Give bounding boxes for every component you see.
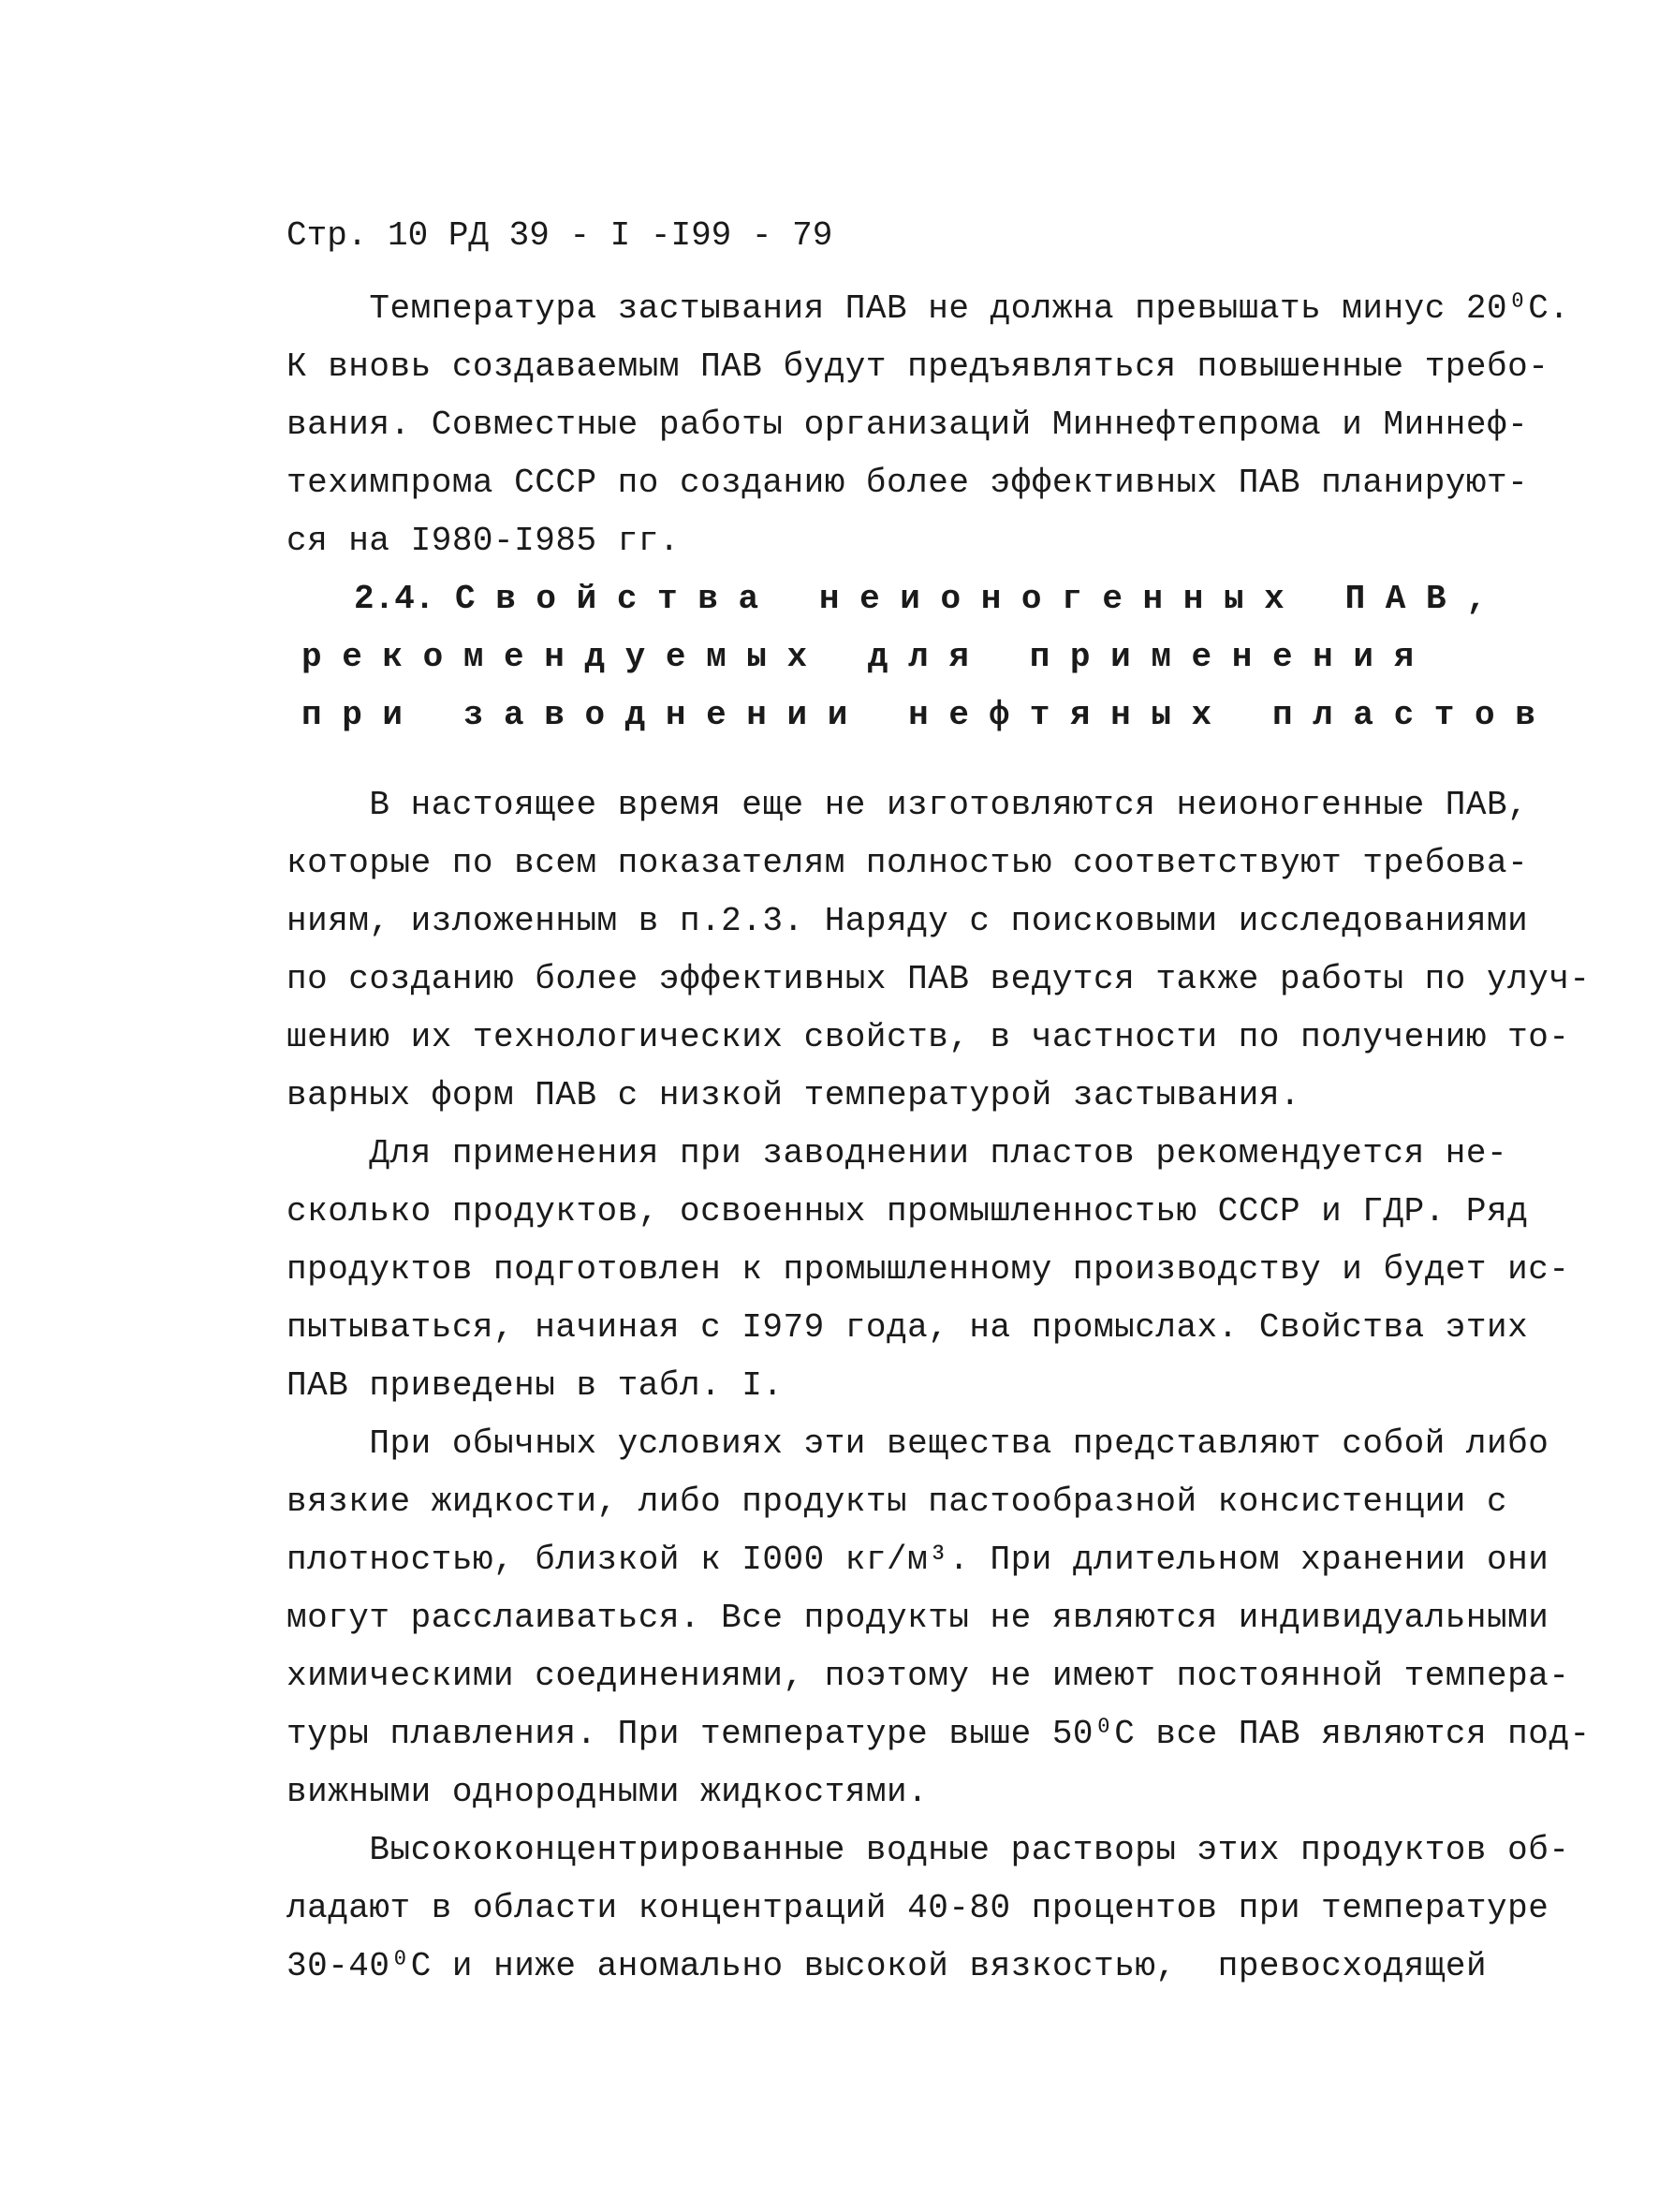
text-line: ниям, изложенным в п.2.3. Наряду с поисковыми исследованиями — [286, 902, 1529, 940]
text-line: могут расслаиваться. Все продукты не являются индивидуальными — [286, 1599, 1549, 1637]
text-line: 30-40⁰С и ниже аномально высокой вязкостью, превосходящей — [286, 1947, 1488, 1985]
text-line: сколько продуктов, освоенных промышленностью СССР и ГДР. Ряд — [286, 1192, 1529, 1231]
page-header: Стр. 10 РД 39 - I -I99 - 79 — [286, 216, 833, 255]
text-line: Высококонцентрированные водные растворы этих продуктов об- — [286, 1831, 1570, 1869]
text-line: по созданию более эффективных ПАВ ведутся также работы по улуч- — [286, 960, 1591, 998]
text-line: Температура застывания ПАВ не должна превышать минус 20⁰С. — [286, 289, 1570, 328]
text-line: При обычных условиях эти вещества представляют собой либо — [286, 1424, 1549, 1463]
text-line: Для применения при заводнении пластов рекомендуется не- — [286, 1134, 1508, 1172]
text-line: ладают в области концентраций 40-80 процентов при температуре — [286, 1889, 1549, 1927]
text-line: В настоящее время еще не изготовляются неионогенные ПАВ, — [286, 786, 1529, 824]
text-line: продуктов подготовлен к промышленному производству и будет ис- — [286, 1250, 1570, 1289]
text-line: химическими соединениями, поэтому не имеют постоянной темпера- — [286, 1657, 1570, 1695]
text-line: шению их технологических свойств, в частности по получению то- — [286, 1018, 1570, 1056]
text-line: пытываться, начиная с I979 года, на промыслах. Свойства этих — [286, 1308, 1529, 1347]
text-line: плотностью, близкой к I000 кг/м³. При длительном хранении они — [286, 1541, 1549, 1579]
text-line: вания. Совместные работы организаций Миннефтепрома и Миннеф- — [286, 406, 1529, 444]
section-heading-line: п р и з а в о д н е н и и н е ф т я н ы х п л а с т о в — [301, 696, 1535, 734]
text-line: ПАВ приведены в табл. I. — [286, 1366, 784, 1405]
text-line: туры плавления. При температуре выше 50⁰С все ПАВ являются под- — [286, 1715, 1591, 1753]
section-heading-line: 2.4. С в о й с т в а н е и о н о г е н н ы х П А В , — [354, 580, 1487, 618]
text-line: К вновь создаваемым ПАВ будут предъявляться повышенные требо- — [286, 347, 1549, 386]
text-line: которые по всем показателям полностью соответствуют требова- — [286, 844, 1529, 882]
text-line: варных форм ПАВ с низкой температурой застывания. — [286, 1076, 1301, 1114]
section-heading-line: р е к о м е н д у е м ы х д л я п р и м е н е н и я — [301, 638, 1415, 676]
text-line: вязкие жидкости, либо продукты пастообразной консистенции с — [286, 1482, 1508, 1521]
text-line: вижными однородными жидкостями. — [286, 1773, 929, 1811]
text-line: ся на I980-I985 гг. — [286, 522, 680, 560]
text-line: техимпрома СССР по созданию более эффективных ПАВ планируют- — [286, 464, 1529, 502]
